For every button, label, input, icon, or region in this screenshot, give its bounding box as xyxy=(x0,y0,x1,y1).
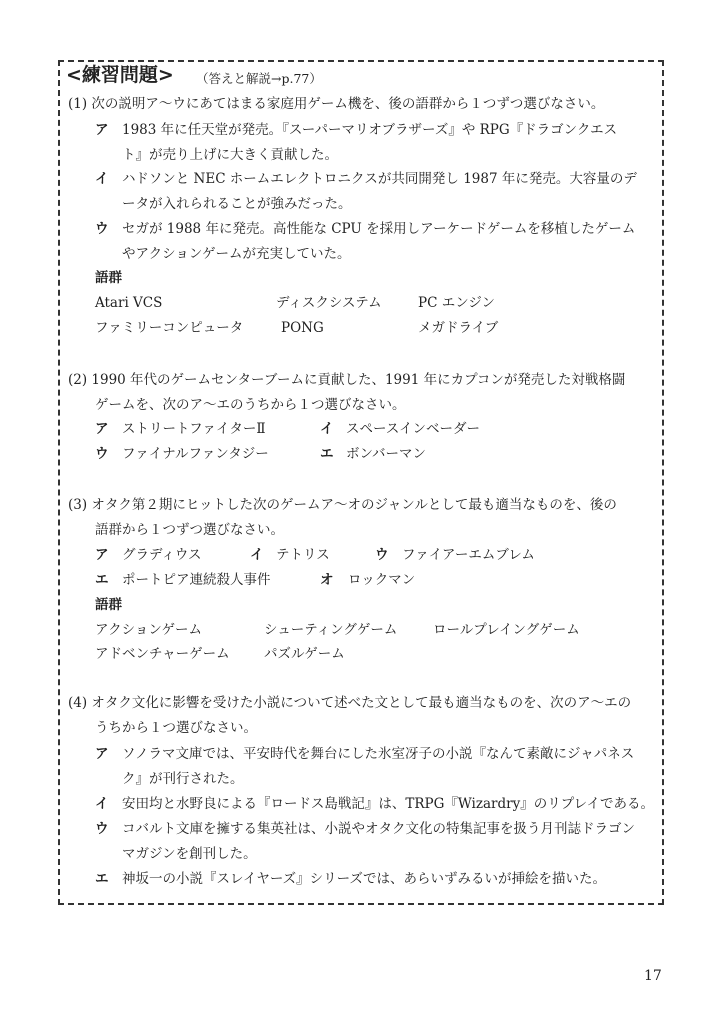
q3-option-text: グラディウス xyxy=(122,547,202,563)
q1-a-line2: ト』が売り上げに大きく貢献した。 xyxy=(122,147,338,163)
q2-option-text: ファイナルファンタジー xyxy=(122,446,269,462)
q1-word: Atari VCS xyxy=(95,295,163,311)
q1-u-line2: やアクションゲームが充実していた。 xyxy=(122,246,351,262)
q2-option-label: ア xyxy=(95,421,109,437)
q4-e-line1: 神坂一の小説『スレイヤーズ』シリーズでは、あらいずみるいが挿絵を描いた。 xyxy=(122,871,606,887)
answer-reference: （答えと解説→p.77） xyxy=(196,71,322,86)
q3-word: アクションゲーム xyxy=(95,622,203,638)
q1-u-line1: セガが 1988 年に発売。高性能な CPU を採用しアーケードゲームを移植したゲーム xyxy=(122,221,636,237)
q2-option-text: スペースインベーダー xyxy=(346,421,481,437)
q2-option-text: ストリートファイターⅡ xyxy=(122,421,266,437)
q1-u-label: ウ xyxy=(95,221,109,237)
q3-prompt-line1: (3) オタク第２期にヒットした次のゲームア～オのジャンルとして最も適当なものを、後の xyxy=(68,497,617,513)
q3-word: パズルゲーム xyxy=(264,646,345,662)
q4-i-label: イ xyxy=(95,796,109,812)
q4-i-line1: 安田均と水野良による『ロードス島戦記』は、TRPG『Wizardry』のリプレイである。 xyxy=(122,796,654,812)
q1-word: ディスクシステム xyxy=(276,295,382,311)
q4-prompt-line2: うちから１つ選びなさい。 xyxy=(95,720,257,736)
q3-gogun-label: 語群 xyxy=(95,597,122,613)
q3-option-text: ポートピア連続殺人事件 xyxy=(122,572,271,588)
q1-a-line1: 1983 年に任天堂が発売。『スーパーマリオブラザーズ』や RPG『ドラゴンクエス xyxy=(122,122,618,138)
q1-word: ファミリーコンピュータ xyxy=(95,320,244,336)
q3-option-label: イ xyxy=(250,547,264,563)
q3-word: シューティングゲーム xyxy=(264,622,398,638)
q3-option-label: オ xyxy=(320,572,334,588)
q4-a-label: ア xyxy=(95,746,109,762)
q3-option-text: ファイアーエムブレム xyxy=(402,547,535,563)
q1-word: メガドライブ xyxy=(418,320,499,336)
q2-option-label: イ xyxy=(320,421,334,437)
q4-u-label: ウ xyxy=(95,821,109,837)
q4-prompt-line1: (4) オタク文化に影響を受けた小説について述べた文として最も適当なものを、次のア～エの xyxy=(68,695,632,711)
q1-i-line1: ハドソンと NEC ホームエレクトロニクスが共同開発し 1987 年に発売。大容量のデ xyxy=(122,171,637,187)
exercise-title: <練習問題> xyxy=(66,64,174,86)
q3-word: ロールプレイングゲーム xyxy=(433,622,580,638)
q4-u-line1: コバルト文庫を擁する集英社は、小説やオタク文化の特集記事を扱う月刊誌ドラゴン xyxy=(122,821,635,837)
q2-option-text: ボンバーマン xyxy=(346,446,427,462)
q1-a-label: ア xyxy=(95,122,109,138)
q2-option-label: エ xyxy=(320,446,334,462)
q3-option-text: ロックマン xyxy=(348,572,416,588)
q2-prompt-line1: (2) 1990 年代のゲームセンターブームに貢献した、1991 年にカプコンが発売した対戦格闘 xyxy=(68,372,626,388)
q3-option-text: テトリス xyxy=(276,547,330,563)
q1-word: PC エンジン xyxy=(418,295,496,311)
q1-gogun-label: 語群 xyxy=(95,270,122,286)
q3-word: アドベンチャーゲーム xyxy=(95,646,230,662)
q4-e-label: エ xyxy=(95,871,109,887)
q2-prompt-line2: ゲームを、次のア～エのうちから１つ選びなさい。 xyxy=(95,397,406,413)
q3-option-label: ウ xyxy=(375,547,389,563)
q3-option-label: エ xyxy=(95,572,109,588)
q3-option-label: ア xyxy=(95,547,109,563)
page-number: 17 xyxy=(644,968,662,984)
q1-word: PONG xyxy=(281,320,324,336)
q4-u-line2: マガジンを創刊した。 xyxy=(122,846,257,862)
q1-prompt: (1) 次の説明ア～ウにあてはまる家庭用ゲーム機を、後の語群から１つずつ選びなさい。 xyxy=(68,96,605,112)
q3-prompt-line2: 語群から１つずつ選びなさい。 xyxy=(95,522,284,538)
q1-i-line2: ータが入れられることが強みだった。 xyxy=(122,196,352,212)
q1-i-label: イ xyxy=(95,171,109,187)
q2-option-label: ウ xyxy=(95,446,109,462)
q4-a-line2: ク』が刊行された。 xyxy=(122,771,244,787)
q4-a-line1: ソノラマ文庫では、平安時代を舞台にした氷室冴子の小説『なんて素敵にジャパネス xyxy=(122,746,635,762)
